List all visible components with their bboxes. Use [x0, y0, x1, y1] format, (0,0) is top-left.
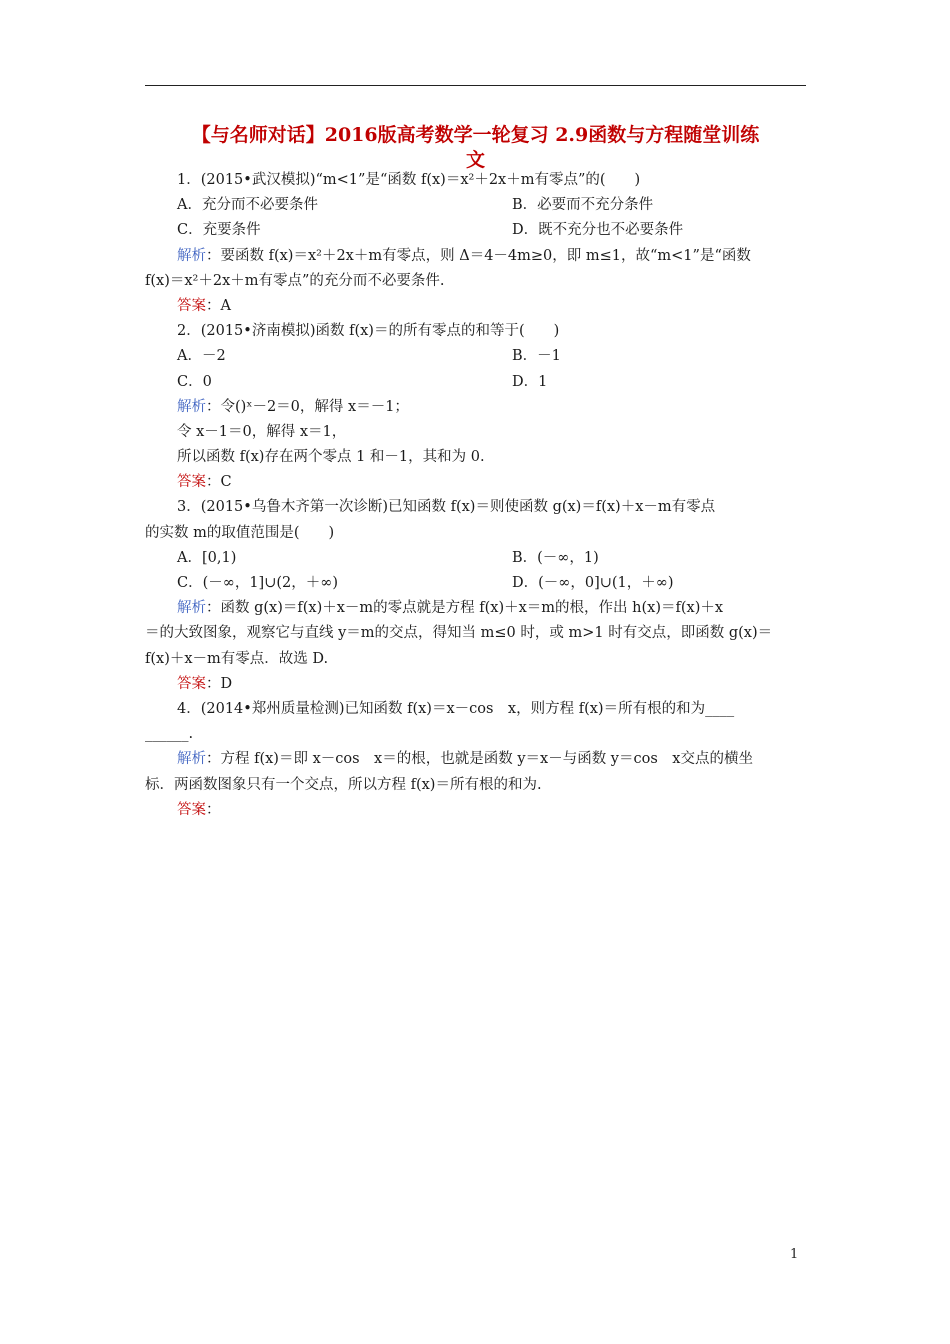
- continuation-line: 的实数 m的取值范围是( ): [145, 524, 335, 541]
- line-text: ：D: [206, 675, 233, 692]
- page-number: 1: [790, 1247, 799, 1262]
- title-line-1: 【与名师对话】2016版高考数学一轮复习 2.9函数与方程随堂训练: [191, 124, 760, 146]
- analysis-line: [145, 244, 806, 269]
- analysis-line: [145, 395, 806, 420]
- answer-line: [145, 294, 806, 319]
- answer-options-row: [145, 571, 806, 596]
- line-text: ：方程 f(x)＝即 x－cos x＝的根，也就是函数 y＝x－与函数 y＝cos x交点的横坐: [206, 751, 753, 768]
- question-line: 4．(2014•郑州质量检测)已知函数 f(x)＝x－cos x，则方程 f(x)＝所有根的和为____: [177, 700, 735, 717]
- analysis-label: 解析: [177, 247, 206, 264]
- option-left: A．充分而不必要条件: [177, 197, 318, 214]
- answer-label: 答案: [177, 474, 206, 491]
- question-line: 2．(2015•济南模拟)函数 f(x)＝的所有零点的和等于( ): [177, 323, 560, 340]
- option-left: A．－2: [177, 348, 226, 365]
- line-text: ：C: [206, 474, 232, 491]
- analysis-line: [145, 747, 806, 772]
- analysis-line: [145, 596, 806, 621]
- document-body: [145, 168, 806, 823]
- question-line: 3．(2015•乌鲁木齐第一次诊断)已知函数 f(x)＝则使函数 g(x)＝f(x)＋x－m有零点: [177, 499, 716, 516]
- option-right: D．(－∞，0]∪(1，＋∞): [512, 575, 674, 591]
- analysis-label: 解析: [177, 600, 206, 617]
- answer-options-row: [145, 344, 806, 369]
- answer-label: 答案: [177, 675, 206, 692]
- continuation-line: f(x)＝x²＋2x＋m有零点”的充分而不必要条件.: [145, 272, 445, 289]
- question-line: 1．(2015•武汉模拟)“m<1”是“函数 f(x)＝x²＋2x＋m有零点”的( ): [177, 172, 641, 188]
- line-text: ：函数 g(x)＝f(x)＋x－m的零点就是方程 f(x)＋x＝m的根，作出 h(x)＝f(x)＋x: [206, 600, 724, 617]
- continuation-line: ______.: [145, 726, 194, 743]
- line-text: ：A: [206, 297, 231, 314]
- continuation-line: 标．两函数图象只有一个交点，所以方程 f(x)＝所有根的和为.: [145, 776, 542, 793]
- option-right: D．1: [512, 373, 548, 390]
- line-text: ：要函数 f(x)＝x²＋2x＋m有零点，则 Δ＝4－4m≥0，即 m≤1，故“m<1”是“函数: [206, 247, 751, 264]
- continuation-line: f(x)＋x－m有零点．故选 D.: [145, 650, 329, 667]
- answer-line: [145, 798, 806, 823]
- answer-line: [145, 470, 806, 495]
- answer-options-row: [145, 218, 806, 243]
- option-right: B．必要而不充分条件: [512, 197, 654, 214]
- option-right: B．－1: [512, 348, 561, 365]
- header-rule: [145, 85, 806, 86]
- answer-label: 答案: [177, 801, 206, 818]
- answer-options-row: [145, 193, 806, 218]
- analysis-label: 解析: [177, 751, 206, 768]
- document-title: [145, 123, 806, 173]
- title-line-2: 文: [465, 149, 485, 171]
- option-right: D．既不充分也不必要条件: [512, 222, 684, 239]
- line-text: ：: [206, 801, 221, 818]
- option-right: B．(－∞，1): [512, 549, 599, 566]
- option-left: C．0: [177, 373, 212, 390]
- option-left: C．充要条件: [177, 222, 261, 239]
- option-left: A．[0,1): [177, 549, 237, 566]
- answer-options-row: [145, 546, 806, 571]
- analysis-label: 解析: [177, 398, 206, 415]
- answer-label: 答案: [177, 297, 206, 314]
- question-line: 所以函数 f(x)存在两个零点 1 和－1，其和为 0.: [177, 449, 485, 466]
- question-line: 令 x－1＝0，解得 x＝1，: [177, 423, 347, 440]
- option-left: C．(－∞，1]∪(2，＋∞): [177, 575, 338, 591]
- answer-line: [145, 672, 806, 697]
- line-text: ：令()ˣ－2＝0，解得 x＝－1；: [206, 398, 409, 415]
- answer-options-row: [145, 370, 806, 395]
- continuation-line: ＝的大致图象，观察它与直线 y＝m的交点，得知当 m≤0 时，或 m>1 时有交点，即函数 g(x)＝: [145, 625, 773, 642]
